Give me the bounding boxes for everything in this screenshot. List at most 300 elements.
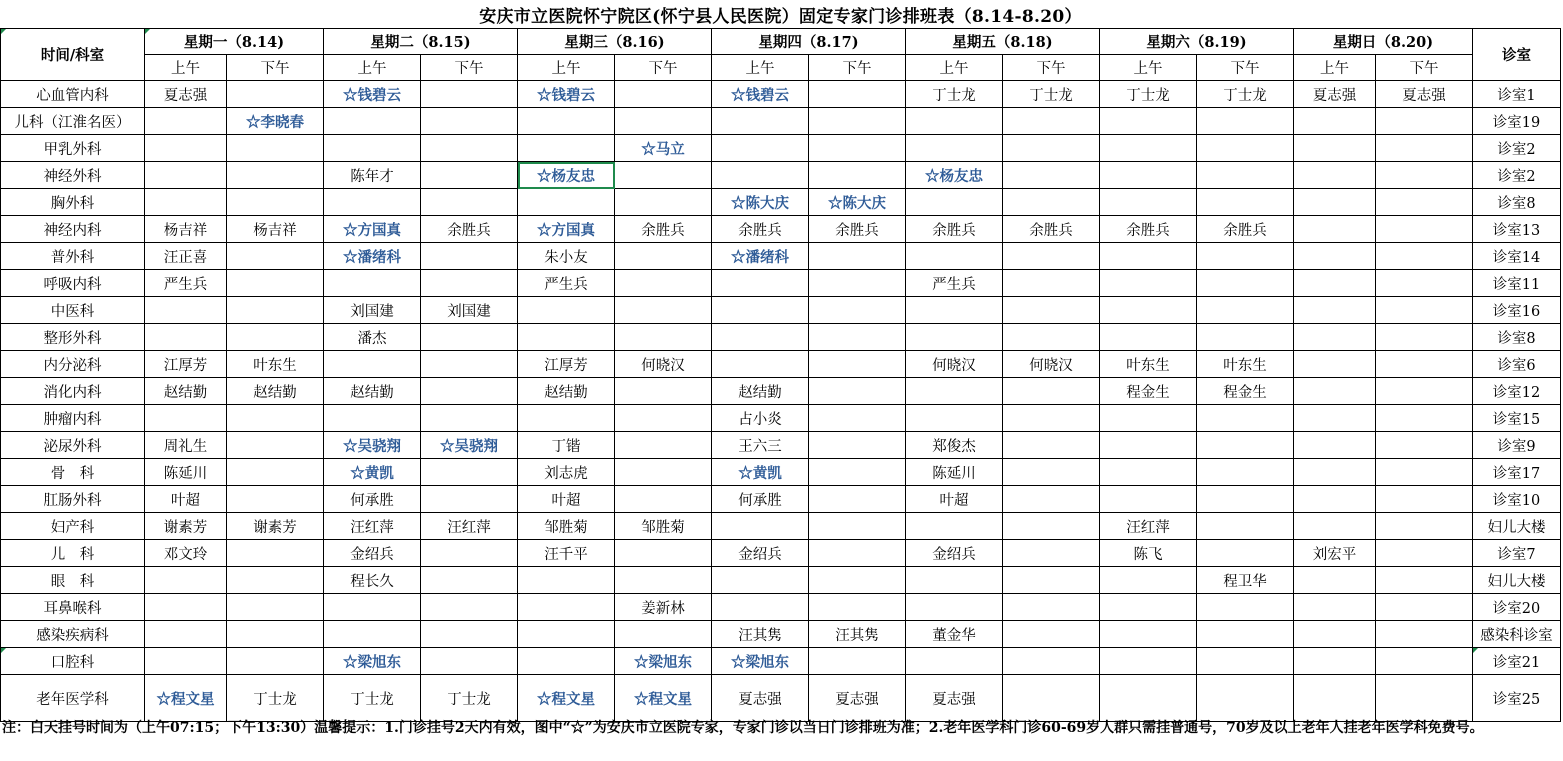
doctor-cell[interactable] [518, 594, 615, 621]
doctor-cell[interactable] [145, 81, 227, 108]
header-pm[interactable]: 下午 [809, 55, 906, 81]
doctor-cell[interactable] [145, 135, 227, 162]
doctor-cell[interactable] [518, 432, 615, 459]
doctor-cell[interactable] [227, 270, 324, 297]
doctor-cell[interactable] [145, 297, 227, 324]
dept-cell[interactable]: 消化内科 [1, 378, 145, 405]
doctor-cell[interactable] [809, 486, 906, 513]
doctor-cell[interactable] [906, 486, 1003, 513]
room-cell[interactable]: 妇儿大楼 [1473, 567, 1561, 594]
header-time-dept[interactable]: 时间/科室 [1, 29, 145, 81]
room-cell[interactable]: 感染科诊室 [1473, 621, 1561, 648]
doctor-cell[interactable] [1003, 297, 1100, 324]
doctor-cell[interactable] [1294, 432, 1376, 459]
room-cell[interactable]: 诊室20 [1473, 594, 1561, 621]
doctor-cell[interactable] [615, 216, 712, 243]
header-day-wed[interactable]: 星期三（8.16) [518, 29, 712, 55]
dept-cell[interactable]: 儿科（江淮名医） [1, 108, 145, 135]
doctor-cell[interactable] [1294, 351, 1376, 378]
dept-cell[interactable]: 感染疾病科 [1, 621, 145, 648]
doctor-cell[interactable] [324, 189, 421, 216]
doctor-cell[interactable] [1100, 675, 1197, 722]
doctor-cell[interactable] [421, 378, 518, 405]
doctor-cell[interactable] [615, 432, 712, 459]
doctor-cell[interactable] [809, 189, 906, 216]
doctor-cell[interactable] [145, 513, 227, 540]
doctor-cell[interactable] [809, 135, 906, 162]
doctor-cell[interactable] [1294, 675, 1376, 722]
doctor-cell[interactable] [809, 459, 906, 486]
room-cell[interactable]: 诊室8 [1473, 189, 1561, 216]
doctor-cell[interactable] [1294, 459, 1376, 486]
doctor-cell[interactable] [1197, 270, 1294, 297]
doctor-cell[interactable] [1376, 108, 1473, 135]
doctor-cell[interactable] [615, 513, 712, 540]
header-pm[interactable]: 下午 [615, 55, 712, 81]
room-cell[interactable]: 诊室13 [1473, 216, 1561, 243]
doctor-cell[interactable] [1003, 270, 1100, 297]
doctor-cell[interactable] [906, 405, 1003, 432]
doctor-cell[interactable] [421, 81, 518, 108]
doctor-cell[interactable] [145, 621, 227, 648]
doctor-cell[interactable] [1197, 567, 1294, 594]
doctor-cell[interactable] [1003, 648, 1100, 675]
header-am[interactable]: 上午 [1100, 55, 1197, 81]
doctor-cell[interactable] [615, 540, 712, 567]
doctor-cell[interactable] [1197, 243, 1294, 270]
doctor-cell[interactable] [324, 216, 421, 243]
doctor-cell[interactable] [1294, 162, 1376, 189]
doctor-cell[interactable] [1294, 189, 1376, 216]
room-cell[interactable]: 诊室10 [1473, 486, 1561, 513]
doctor-cell[interactable] [1003, 405, 1100, 432]
doctor-cell[interactable] [1100, 189, 1197, 216]
doctor-cell[interactable] [518, 567, 615, 594]
doctor-cell[interactable] [421, 351, 518, 378]
doctor-cell[interactable] [1294, 486, 1376, 513]
doctor-cell[interactable] [906, 297, 1003, 324]
dept-cell[interactable]: 甲乳外科 [1, 135, 145, 162]
doctor-cell[interactable] [227, 405, 324, 432]
doctor-cell[interactable] [324, 621, 421, 648]
dept-cell[interactable]: 神经内科 [1, 216, 145, 243]
doctor-cell[interactable] [809, 108, 906, 135]
doctor-cell[interactable] [809, 324, 906, 351]
doctor-cell[interactable] [227, 486, 324, 513]
room-cell[interactable]: 诊室19 [1473, 108, 1561, 135]
doctor-cell[interactable] [1100, 621, 1197, 648]
doctor-cell[interactable] [324, 513, 421, 540]
doctor-cell[interactable] [1376, 216, 1473, 243]
doctor-cell[interactable] [615, 675, 712, 722]
doctor-cell[interactable] [1294, 81, 1376, 108]
doctor-cell[interactable] [1294, 135, 1376, 162]
doctor-cell[interactable] [712, 405, 809, 432]
doctor-cell[interactable] [1294, 243, 1376, 270]
doctor-cell[interactable] [615, 189, 712, 216]
doctor-cell[interactable] [1376, 621, 1473, 648]
dept-cell[interactable]: 儿 科 [1, 540, 145, 567]
doctor-cell[interactable] [712, 351, 809, 378]
doctor-cell[interactable] [712, 162, 809, 189]
doctor-cell[interactable] [615, 648, 712, 675]
doctor-cell[interactable] [1100, 162, 1197, 189]
header-day-fri[interactable]: 星期五（8.18) [906, 29, 1100, 55]
doctor-cell[interactable] [518, 621, 615, 648]
doctor-cell[interactable] [1197, 459, 1294, 486]
dept-cell[interactable]: 肿瘤内科 [1, 405, 145, 432]
doctor-cell[interactable] [145, 216, 227, 243]
doctor-cell[interactable] [809, 297, 906, 324]
doctor-cell[interactable] [324, 81, 421, 108]
doctor-cell[interactable] [1100, 243, 1197, 270]
doctor-cell[interactable] [712, 243, 809, 270]
doctor-cell[interactable] [1376, 432, 1473, 459]
doctor-cell[interactable] [324, 351, 421, 378]
doctor-cell[interactable] [1003, 432, 1100, 459]
doctor-cell[interactable] [1003, 513, 1100, 540]
doctor-cell[interactable] [227, 324, 324, 351]
doctor-cell[interactable] [518, 108, 615, 135]
doctor-cell[interactable] [324, 162, 421, 189]
doctor-cell[interactable] [1197, 648, 1294, 675]
doctor-cell[interactable] [1003, 189, 1100, 216]
header-am[interactable]: 上午 [712, 55, 809, 81]
doctor-cell[interactable] [1197, 297, 1294, 324]
doctor-cell[interactable] [712, 594, 809, 621]
doctor-cell[interactable] [1294, 378, 1376, 405]
doctor-cell[interactable] [1376, 594, 1473, 621]
doctor-cell[interactable] [712, 513, 809, 540]
doctor-cell[interactable] [518, 162, 615, 189]
dept-cell[interactable]: 眼 科 [1, 567, 145, 594]
doctor-cell[interactable] [1294, 513, 1376, 540]
room-cell[interactable]: 诊室16 [1473, 297, 1561, 324]
doctor-cell[interactable] [324, 675, 421, 722]
doctor-cell[interactable] [421, 459, 518, 486]
doctor-cell[interactable] [324, 378, 421, 405]
doctor-cell[interactable] [809, 162, 906, 189]
doctor-cell[interactable] [1003, 675, 1100, 722]
doctor-cell[interactable] [906, 594, 1003, 621]
doctor-cell[interactable] [712, 459, 809, 486]
room-cell[interactable]: 诊室7 [1473, 540, 1561, 567]
dept-cell[interactable]: 整形外科 [1, 324, 145, 351]
doctor-cell[interactable] [1003, 243, 1100, 270]
doctor-cell[interactable] [712, 648, 809, 675]
doctor-cell[interactable] [227, 648, 324, 675]
header-pm[interactable]: 下午 [421, 55, 518, 81]
doctor-cell[interactable] [1003, 621, 1100, 648]
doctor-cell[interactable] [1197, 675, 1294, 722]
doctor-cell[interactable] [1376, 189, 1473, 216]
doctor-cell[interactable] [324, 486, 421, 513]
dept-cell[interactable]: 胸外科 [1, 189, 145, 216]
doctor-cell[interactable] [145, 189, 227, 216]
header-pm[interactable]: 下午 [1003, 55, 1100, 81]
doctor-cell[interactable] [324, 297, 421, 324]
doctor-cell[interactable] [421, 216, 518, 243]
doctor-cell[interactable] [421, 108, 518, 135]
header-day-sat[interactable]: 星期六（8.19) [1100, 29, 1294, 55]
doctor-cell[interactable] [421, 567, 518, 594]
doctor-cell[interactable] [227, 432, 324, 459]
doctor-cell[interactable] [227, 513, 324, 540]
doctor-cell[interactable] [712, 108, 809, 135]
doctor-cell[interactable] [324, 567, 421, 594]
header-am[interactable]: 上午 [1294, 55, 1376, 81]
doctor-cell[interactable] [809, 594, 906, 621]
doctor-cell[interactable] [615, 81, 712, 108]
doctor-cell[interactable] [324, 459, 421, 486]
doctor-cell[interactable] [1100, 108, 1197, 135]
doctor-cell[interactable] [906, 81, 1003, 108]
dept-cell[interactable]: 妇产科 [1, 513, 145, 540]
doctor-cell[interactable] [1003, 351, 1100, 378]
header-day-thu[interactable]: 星期四（8.17) [712, 29, 906, 55]
doctor-cell[interactable] [615, 486, 712, 513]
dept-cell[interactable]: 肛肠外科 [1, 486, 145, 513]
doctor-cell[interactable] [712, 297, 809, 324]
doctor-cell[interactable] [906, 243, 1003, 270]
doctor-cell[interactable] [421, 189, 518, 216]
doctor-cell[interactable] [1100, 540, 1197, 567]
doctor-cell[interactable] [227, 162, 324, 189]
doctor-cell[interactable] [906, 513, 1003, 540]
room-cell[interactable]: 诊室2 [1473, 162, 1561, 189]
dept-cell[interactable]: 泌尿外科 [1, 432, 145, 459]
header-day-mon[interactable]: 星期一（8.14) [145, 29, 324, 55]
doctor-cell[interactable] [809, 351, 906, 378]
doctor-cell[interactable] [1003, 594, 1100, 621]
doctor-cell[interactable] [809, 621, 906, 648]
doctor-cell[interactable] [227, 540, 324, 567]
doctor-cell[interactable] [1294, 540, 1376, 567]
dept-cell[interactable]: 口腔科 [1, 648, 145, 675]
doctor-cell[interactable] [809, 243, 906, 270]
doctor-cell[interactable] [1100, 216, 1197, 243]
doctor-cell[interactable] [227, 351, 324, 378]
doctor-cell[interactable] [1197, 189, 1294, 216]
doctor-cell[interactable] [518, 297, 615, 324]
doctor-cell[interactable] [145, 162, 227, 189]
doctor-cell[interactable] [615, 270, 712, 297]
doctor-cell[interactable] [906, 351, 1003, 378]
doctor-cell[interactable] [906, 189, 1003, 216]
doctor-cell[interactable] [1197, 432, 1294, 459]
doctor-cell[interactable] [809, 405, 906, 432]
doctor-cell[interactable] [227, 135, 324, 162]
doctor-cell[interactable] [615, 135, 712, 162]
doctor-cell[interactable] [227, 675, 324, 722]
doctor-cell[interactable] [324, 540, 421, 567]
doctor-cell[interactable] [615, 243, 712, 270]
doctor-cell[interactable] [906, 135, 1003, 162]
doctor-cell[interactable] [145, 675, 227, 722]
doctor-cell[interactable] [1003, 486, 1100, 513]
dept-cell[interactable]: 内分泌科 [1, 351, 145, 378]
doctor-cell[interactable] [421, 648, 518, 675]
doctor-cell[interactable] [809, 216, 906, 243]
doctor-cell[interactable] [1294, 108, 1376, 135]
doctor-cell[interactable] [1376, 378, 1473, 405]
doctor-cell[interactable] [712, 378, 809, 405]
header-pm[interactable]: 下午 [1376, 55, 1473, 81]
doctor-cell[interactable] [421, 540, 518, 567]
room-cell[interactable]: 诊室6 [1473, 351, 1561, 378]
doctor-cell[interactable] [615, 108, 712, 135]
doctor-cell[interactable] [421, 513, 518, 540]
doctor-cell[interactable] [1003, 162, 1100, 189]
doctor-cell[interactable] [615, 324, 712, 351]
header-room[interactable]: 诊室 [1473, 29, 1561, 81]
room-cell[interactable]: 诊室2 [1473, 135, 1561, 162]
doctor-cell[interactable] [421, 594, 518, 621]
room-cell[interactable]: 诊室25 [1473, 675, 1561, 722]
doctor-cell[interactable] [1376, 324, 1473, 351]
doctor-cell[interactable] [615, 621, 712, 648]
doctor-cell[interactable] [712, 81, 809, 108]
doctor-cell[interactable] [324, 594, 421, 621]
doctor-cell[interactable] [906, 378, 1003, 405]
doctor-cell[interactable] [518, 540, 615, 567]
doctor-cell[interactable] [145, 459, 227, 486]
doctor-cell[interactable] [1197, 486, 1294, 513]
doctor-cell[interactable] [1100, 135, 1197, 162]
doctor-cell[interactable] [712, 486, 809, 513]
doctor-cell[interactable] [1376, 270, 1473, 297]
doctor-cell[interactable] [906, 675, 1003, 722]
doctor-cell[interactable] [324, 405, 421, 432]
doctor-cell[interactable] [324, 270, 421, 297]
doctor-cell[interactable] [1003, 324, 1100, 351]
header-am[interactable]: 上午 [324, 55, 421, 81]
room-cell[interactable]: 诊室21 [1473, 648, 1561, 675]
doctor-cell[interactable] [1003, 135, 1100, 162]
doctor-cell[interactable] [712, 324, 809, 351]
dept-cell[interactable]: 中医科 [1, 297, 145, 324]
doctor-cell[interactable] [145, 648, 227, 675]
doctor-cell[interactable] [324, 135, 421, 162]
doctor-cell[interactable] [1197, 108, 1294, 135]
doctor-cell[interactable] [906, 648, 1003, 675]
room-cell[interactable]: 诊室17 [1473, 459, 1561, 486]
doctor-cell[interactable] [518, 216, 615, 243]
doctor-cell[interactable] [1197, 162, 1294, 189]
doctor-cell[interactable] [1197, 405, 1294, 432]
room-cell[interactable]: 诊室9 [1473, 432, 1561, 459]
doctor-cell[interactable] [518, 270, 615, 297]
doctor-cell[interactable] [421, 405, 518, 432]
doctor-cell[interactable] [227, 189, 324, 216]
doctor-cell[interactable] [906, 216, 1003, 243]
doctor-cell[interactable] [518, 81, 615, 108]
doctor-cell[interactable] [1376, 567, 1473, 594]
doctor-cell[interactable] [145, 540, 227, 567]
doctor-cell[interactable] [421, 675, 518, 722]
doctor-cell[interactable] [906, 270, 1003, 297]
doctor-cell[interactable] [906, 621, 1003, 648]
doctor-cell[interactable] [1197, 324, 1294, 351]
doctor-cell[interactable] [1294, 297, 1376, 324]
doctor-cell[interactable] [421, 135, 518, 162]
doctor-cell[interactable] [1003, 108, 1100, 135]
dept-cell[interactable]: 骨 科 [1, 459, 145, 486]
doctor-cell[interactable] [518, 189, 615, 216]
dept-cell[interactable]: 老年医学科 [1, 675, 145, 722]
header-am[interactable]: 上午 [518, 55, 615, 81]
doctor-cell[interactable] [518, 486, 615, 513]
doctor-cell[interactable] [809, 675, 906, 722]
doctor-cell[interactable] [145, 378, 227, 405]
doctor-cell[interactable] [1100, 324, 1197, 351]
doctor-cell[interactable] [712, 621, 809, 648]
room-cell[interactable]: 妇儿大楼 [1473, 513, 1561, 540]
doctor-cell[interactable] [1294, 405, 1376, 432]
doctor-cell[interactable] [1100, 459, 1197, 486]
doctor-cell[interactable] [421, 621, 518, 648]
doctor-cell[interactable] [809, 540, 906, 567]
doctor-cell[interactable] [1100, 567, 1197, 594]
doctor-cell[interactable] [1003, 216, 1100, 243]
doctor-cell[interactable] [1197, 621, 1294, 648]
room-cell[interactable]: 诊室15 [1473, 405, 1561, 432]
doctor-cell[interactable] [1376, 351, 1473, 378]
doctor-cell[interactable] [518, 648, 615, 675]
dept-cell[interactable]: 耳鼻喉科 [1, 594, 145, 621]
doctor-cell[interactable] [712, 540, 809, 567]
doctor-cell[interactable] [1003, 459, 1100, 486]
doctor-cell[interactable] [1100, 594, 1197, 621]
doctor-cell[interactable] [615, 405, 712, 432]
room-cell[interactable]: 诊室8 [1473, 324, 1561, 351]
doctor-cell[interactable] [809, 513, 906, 540]
doctor-cell[interactable] [906, 432, 1003, 459]
doctor-cell[interactable] [809, 81, 906, 108]
doctor-cell[interactable] [712, 432, 809, 459]
doctor-cell[interactable] [1100, 378, 1197, 405]
doctor-cell[interactable] [227, 81, 324, 108]
dept-cell[interactable]: 呼吸内科 [1, 270, 145, 297]
doctor-cell[interactable] [1100, 405, 1197, 432]
doctor-cell[interactable] [1376, 81, 1473, 108]
doctor-cell[interactable] [518, 378, 615, 405]
doctor-cell[interactable] [421, 270, 518, 297]
doctor-cell[interactable] [809, 270, 906, 297]
doctor-cell[interactable] [809, 648, 906, 675]
doctor-cell[interactable] [227, 567, 324, 594]
doctor-cell[interactable] [1376, 243, 1473, 270]
doctor-cell[interactable] [809, 432, 906, 459]
doctor-cell[interactable] [1100, 351, 1197, 378]
doctor-cell[interactable] [145, 432, 227, 459]
header-am[interactable]: 上午 [906, 55, 1003, 81]
doctor-cell[interactable] [906, 540, 1003, 567]
doctor-cell[interactable] [145, 108, 227, 135]
doctor-cell[interactable] [1100, 432, 1197, 459]
doctor-cell[interactable] [1376, 405, 1473, 432]
doctor-cell[interactable] [518, 135, 615, 162]
doctor-cell[interactable] [1197, 216, 1294, 243]
doctor-cell[interactable] [1376, 513, 1473, 540]
dept-cell[interactable]: 神经外科 [1, 162, 145, 189]
doctor-cell[interactable] [1003, 81, 1100, 108]
doctor-cell[interactable] [712, 567, 809, 594]
doctor-cell[interactable] [421, 486, 518, 513]
room-cell[interactable]: 诊室14 [1473, 243, 1561, 270]
room-cell[interactable]: 诊室12 [1473, 378, 1561, 405]
doctor-cell[interactable] [421, 324, 518, 351]
